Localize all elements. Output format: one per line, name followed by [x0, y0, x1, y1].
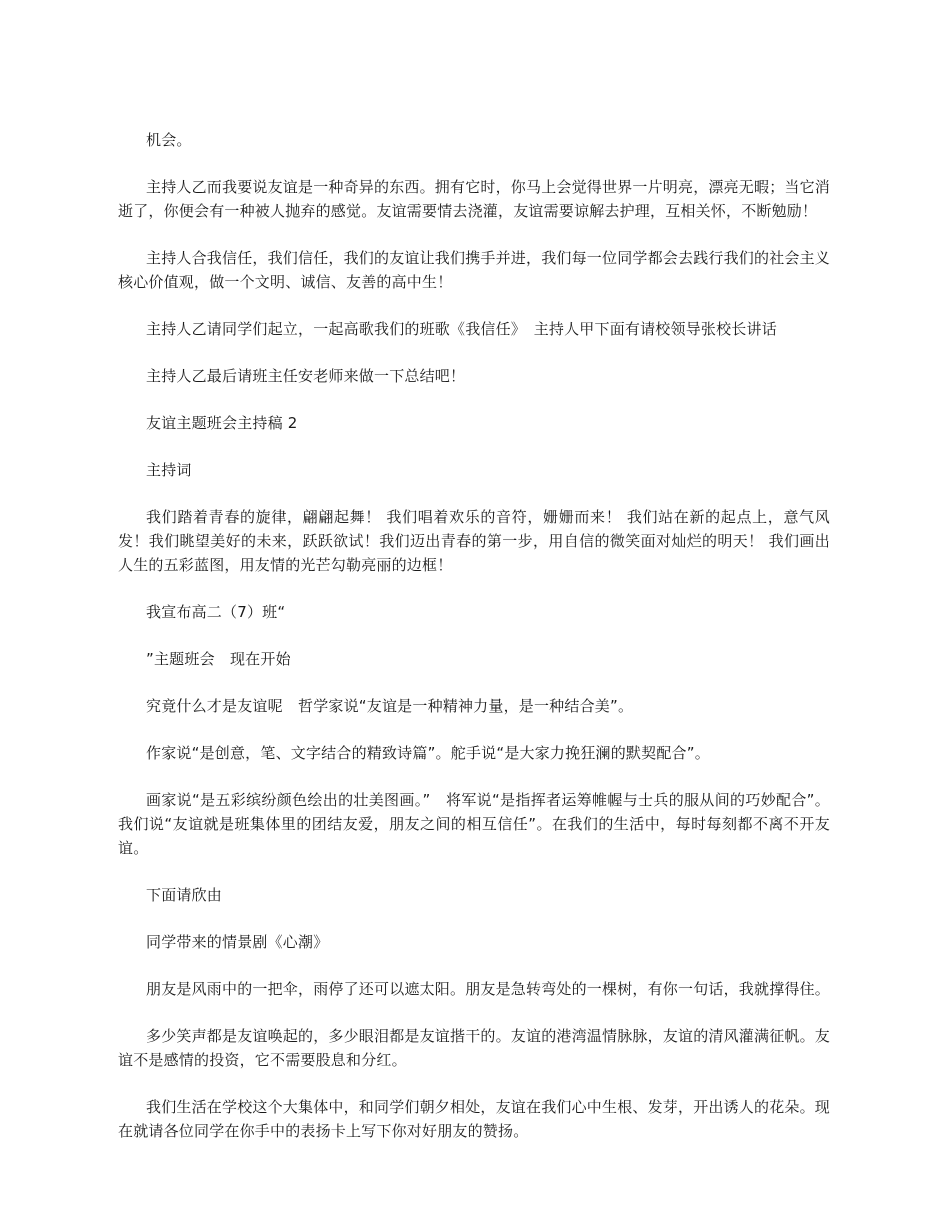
- paragraph: 我们踏着青春的旋律，翩翩起舞！ 我们唱着欢乐的音符，姗姗而来！ 我们站在新的起点上，意气风发！我们眺望美好的未来，跃跃欲试！我们迈出青春的第一步，用自信的微笑面对灿烂的明天！ 我们画出人生的五彩蓝图，用友情的光芒勾勒亮丽的边框！: [118, 508, 830, 574]
- paragraph: 作家说“是创意，笔、文字结合的精致诗篇”。舵手说“是大家力挽狂澜的默契配合”。: [146, 744, 710, 762]
- paragraph: 主持人乙而我要说友谊是一种奇异的东西。拥有它时，你马上会觉得世界一片明亮，漂亮无暇；当它消逝了，你便会有一种被人抛弃的感觉。友谊需要情去浇灌，友谊需要谅解去护理，互相关怀，不断勉励！: [118, 178, 831, 220]
- paragraph: 机会。: [146, 131, 192, 149]
- paragraph: 主持人合我信任，我们信任，我们的友谊让我们携手并进，我们每一位同学都会去践行我们的社会主义核心价值观，做一个文明、诚信、友善的高中生！: [118, 249, 831, 291]
- paragraph: 朋友是风雨中的一把伞，雨停了还可以遮太阳。朋友是急转弯处的一棵树，有你一句话，我就撑得住。: [146, 980, 831, 998]
- section-heading: 友谊主题班会主持稿 2: [146, 414, 298, 432]
- paragraph: 同学带来的情景剧《心潮》: [146, 933, 329, 951]
- paragraph: 我宣布高二（7）班“: [146, 603, 286, 621]
- subheading: 主持词: [146, 461, 192, 479]
- paragraph: ”主题班会 现在开始: [146, 650, 291, 668]
- paragraph: 多少笑声都是友谊唤起的，多少眼泪都是友谊揩干的。友谊的港湾温情脉脉，友谊的清风灌满征帆。友谊不是感情的投资，它不需要股息和分红。: [118, 1027, 831, 1069]
- paragraph: 主持人乙请同学们起立，一起高歌我们的班歌《我信任》 主持人甲下面有请校领导张校长讲话: [146, 320, 777, 338]
- paragraph: 下面请欣由: [146, 886, 223, 904]
- paragraph: 究竟什么才是友谊呢 哲学家说“友谊是一种精神力量，是一种结合美”。: [146, 697, 634, 715]
- document-body: [118, 128, 830, 1166]
- paragraph: 我们生活在学校这个大集体中，和同学们朝夕相处，友谊在我们心中生根、发芽，开出诱人的花朵。现在就请各位同学在你手中的表扬卡上写下你对好朋友的赞扬。: [118, 1098, 831, 1140]
- paragraph: 主持人乙最后请班主任安老师来做一下总结吧！: [146, 367, 466, 385]
- paragraph: 画家说“是五彩缤纷颜色绘出的壮美图画。” 将军说“是指挥者运筹帷幄与士兵的服从间的巧妙配合”。我们说“友谊就是班集体里的团结友爱，朋友之间的相互信任”。在我们的生活中，每时每刻都不离不开友谊。: [118, 791, 830, 857]
